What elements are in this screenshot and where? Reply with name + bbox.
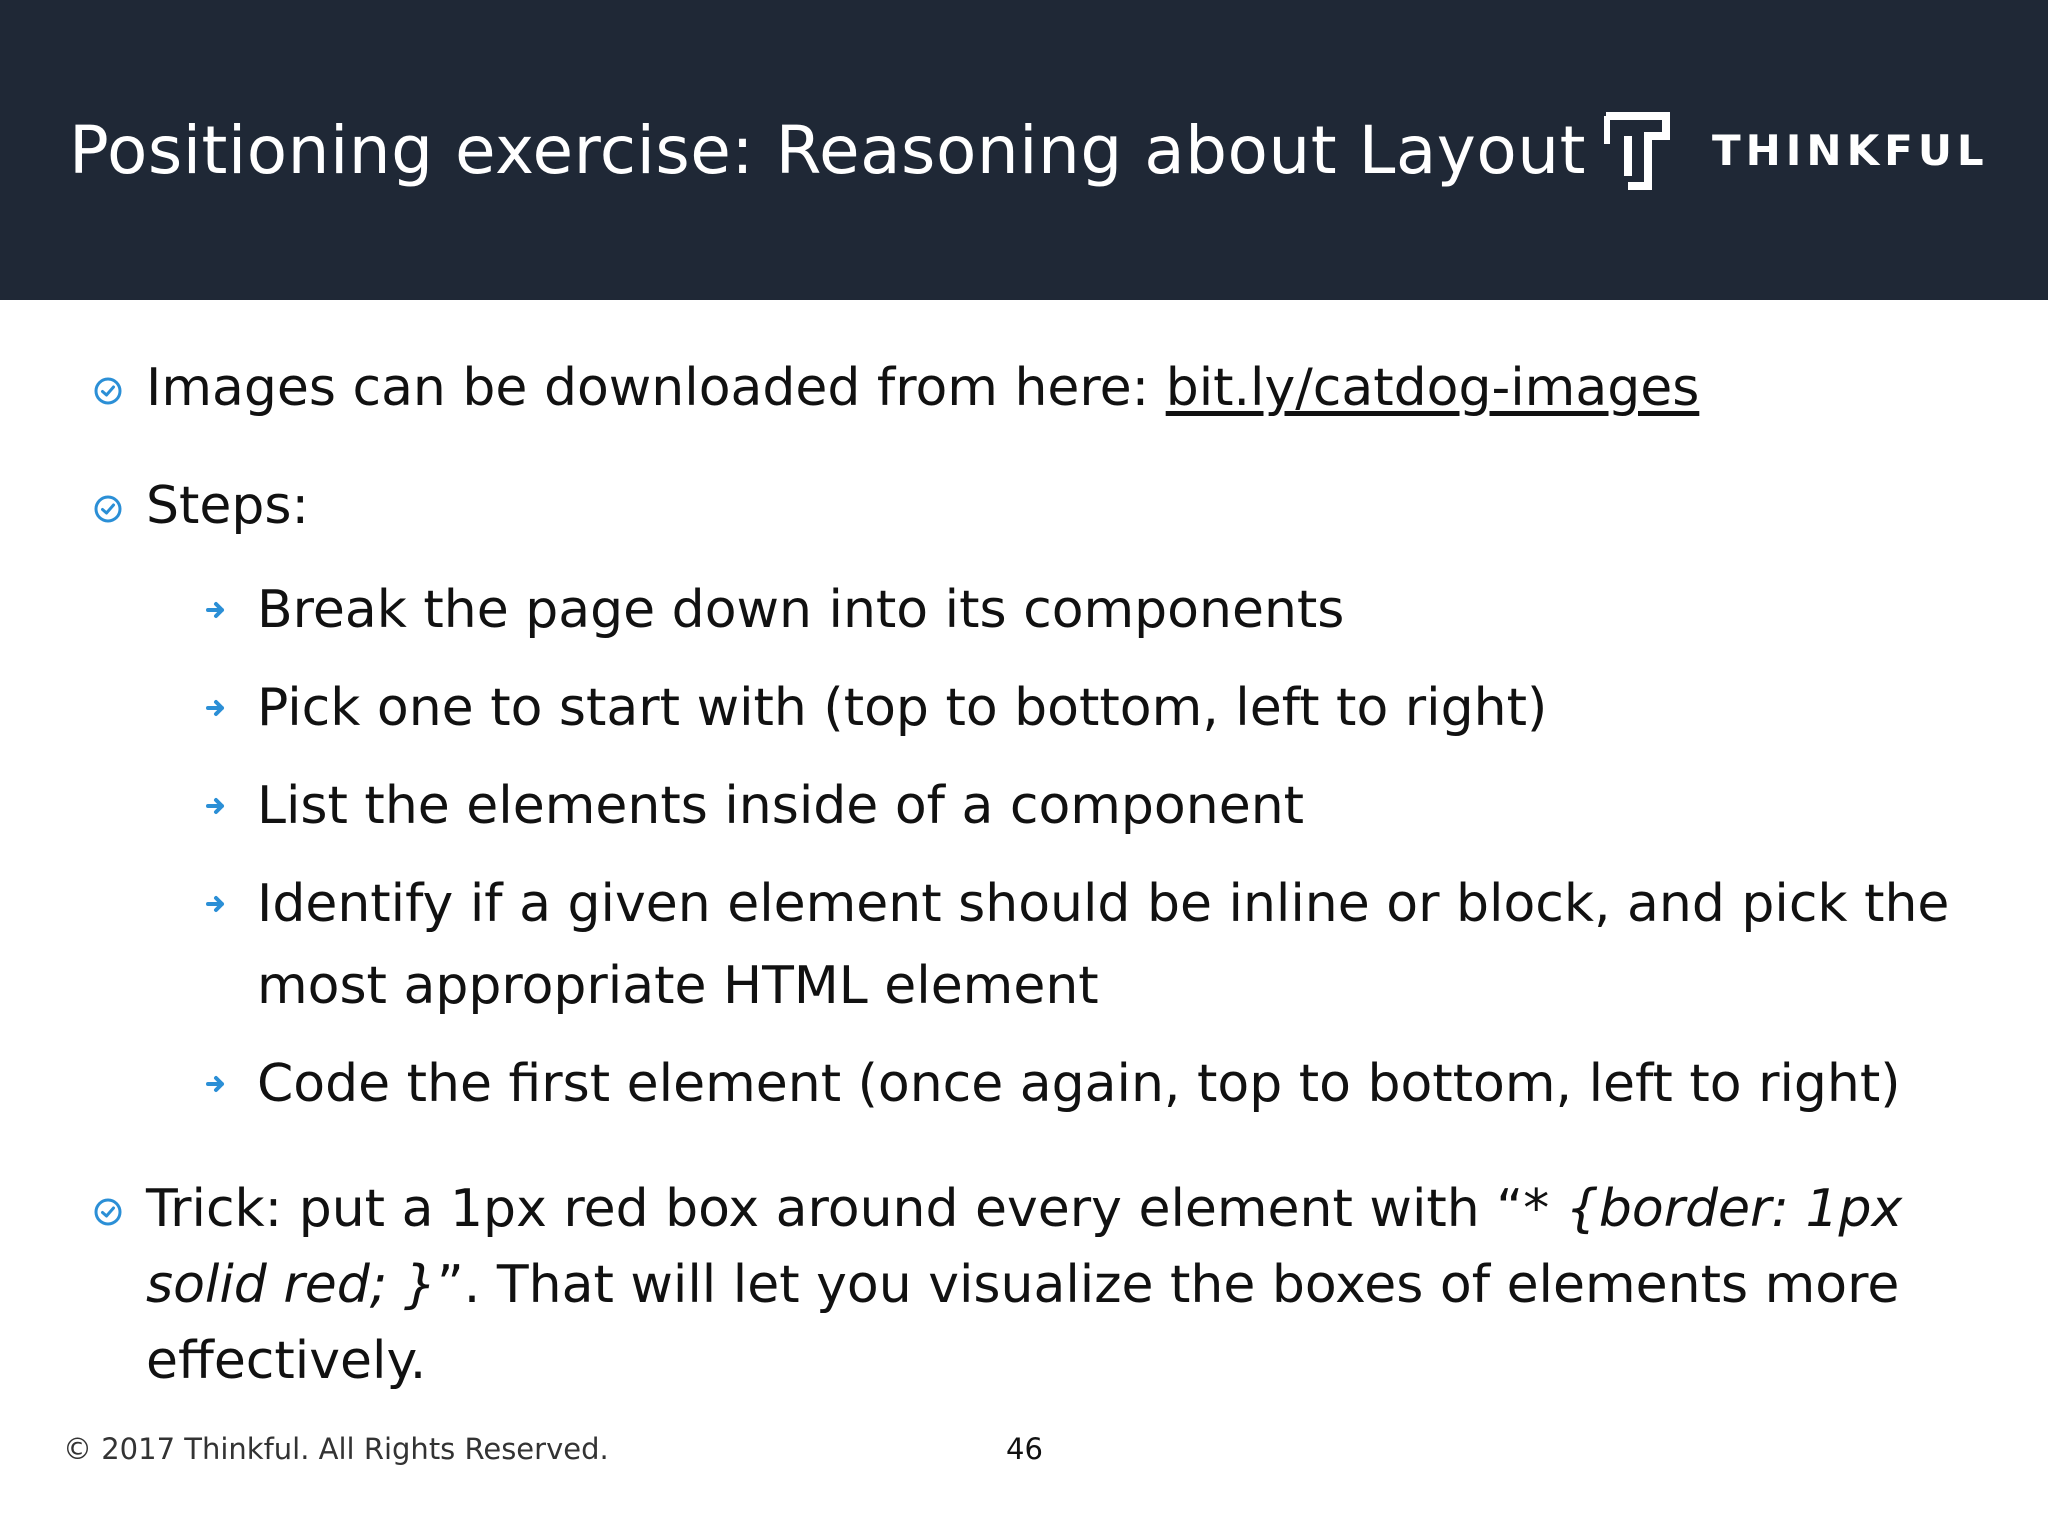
step-item — [257, 569, 1957, 651]
circle-check-icon — [93, 1197, 123, 1227]
step-text: Break the page down into its components — [257, 580, 1345, 640]
step-item — [257, 765, 1957, 847]
circle-check-icon — [93, 376, 123, 406]
logo-text: THINKFUL — [1712, 125, 1989, 175]
bullet-images-text: Images can be downloaded from here: — [146, 358, 1166, 418]
step-text: Code the first element (once again, top to bottom, left to right) — [257, 1054, 1901, 1114]
bullet-trick — [146, 1171, 1946, 1399]
step-item — [257, 1043, 1957, 1125]
step-item — [257, 667, 1957, 749]
footer-copyright: © 2017 Thinkful. All Rights Reserved. — [63, 1432, 609, 1466]
bullet-steps — [146, 468, 309, 544]
trick-text: Trick: put a 1px red box around every element with “* — [146, 1179, 1566, 1239]
trick-code: {border: 1px solid red; } — [146, 1179, 1903, 1315]
step-item — [257, 863, 1957, 1027]
steps-label: Steps: — [146, 476, 310, 536]
arrow-right-icon — [205, 1073, 227, 1095]
bullet-images — [146, 350, 1699, 426]
step-text: Pick one to start with (top to bottom, left to right) — [257, 678, 1548, 738]
circle-check-icon — [93, 494, 123, 524]
images-link[interactable]: bit.ly/catdog-images — [1165, 358, 1700, 418]
thinkful-logo-icon — [1604, 110, 1676, 190]
step-text: Identify if a given element should be inline or block, and pick the most appropriate HTML element — [257, 874, 1950, 1016]
slide-title: Positioning exercise: Reasoning about Layout — [69, 112, 1586, 189]
slide-header — [0, 0, 2048, 300]
step-text: List the elements inside of a component — [257, 776, 1305, 836]
arrow-right-icon — [205, 893, 227, 915]
page-number: 46 — [1006, 1432, 1043, 1466]
arrow-right-icon — [205, 697, 227, 719]
arrow-right-icon — [205, 599, 227, 621]
trick-text-end: ”. That will let you visualize the boxes of elements more effectively. — [146, 1255, 1900, 1391]
thinkful-logo — [1604, 110, 1989, 190]
arrow-right-icon — [205, 795, 227, 817]
